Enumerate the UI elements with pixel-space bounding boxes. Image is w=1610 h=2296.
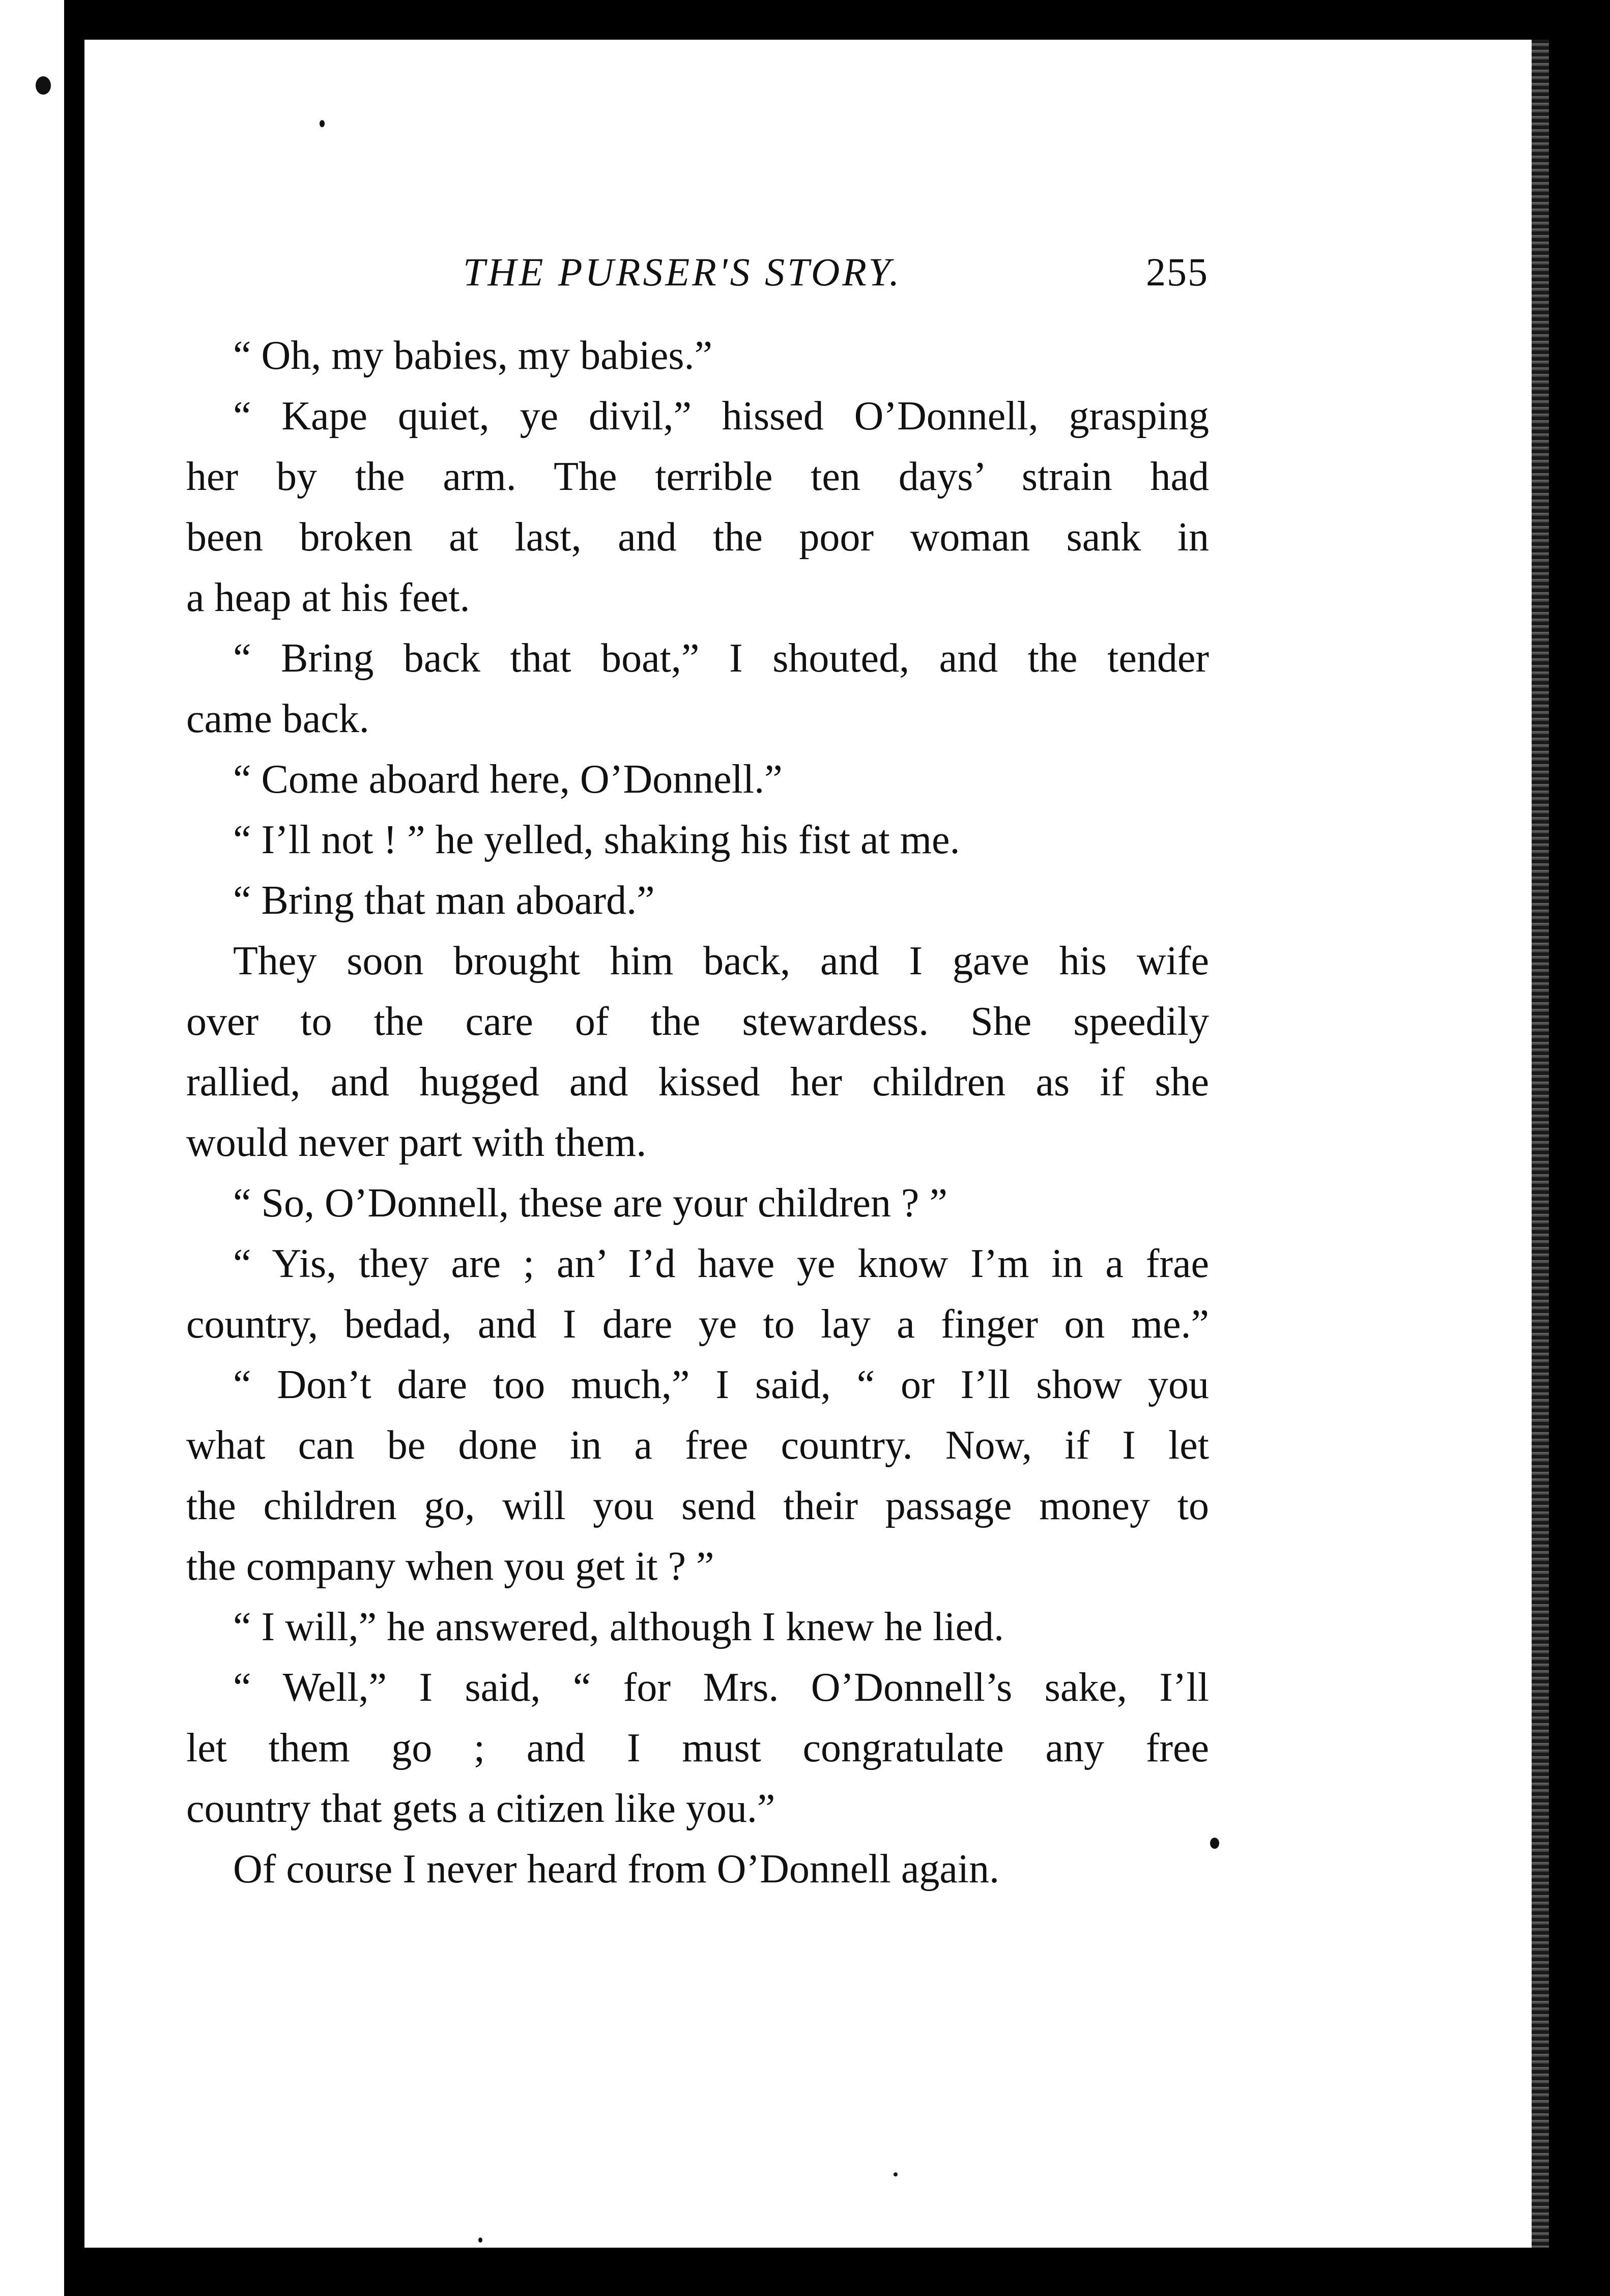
text-line: “ Yis, they are ; an’ I’d have ye know I’m in a frae <box>233 1241 1209 1286</box>
text-line: “ I will,” he answered, although I knew he lied. <box>233 1605 1004 1649</box>
scan-speck <box>1210 1838 1219 1849</box>
text-line: what can be done in a free country. Now, if I let <box>186 1423 1209 1468</box>
binding-shadow <box>64 0 84 2296</box>
text-line: “ Don’t dare too much,” I said, “ or I’ll show you <box>233 1362 1209 1407</box>
text-line: would never part with them. <box>186 1120 647 1165</box>
text-line: a heap at his feet. <box>186 575 470 620</box>
scan-speck <box>36 76 51 95</box>
text-line: the children go, will you send their passage money to <box>186 1484 1209 1528</box>
text-line: country that gets a citizen like you.” <box>186 1786 775 1831</box>
text-line: let them go ; and I must congratulate any free <box>186 1726 1209 1770</box>
scan-speck <box>894 2172 898 2176</box>
text-line: “ So, O’Donnell, these are your children ? ” <box>233 1181 947 1226</box>
page-number: 255 <box>1146 250 1209 294</box>
scan-speck <box>478 2237 482 2243</box>
body-text <box>186 326 1209 1900</box>
running-head: THE PURSER'S STORY. <box>463 250 902 294</box>
scan-speck <box>320 120 325 127</box>
text-line: “ I’ll not ! ” he yelled, shaking his fist at me. <box>233 818 960 862</box>
text-line: “ Bring back that boat,” I shouted, and the tender <box>233 636 1209 681</box>
text-line: “ Bring that man aboard.” <box>233 878 655 923</box>
text-line: They soon brought him back, and I gave his wife <box>233 939 1209 983</box>
text-line: rallied, and hugged and kissed her children as if she <box>186 1060 1209 1105</box>
text-line: her by the arm. The terrible ten days’ strain had <box>186 454 1209 499</box>
text-line: the company when you get it ? ” <box>186 1544 714 1589</box>
page-right-edge <box>1532 40 1549 2248</box>
text-line: over to the care of the stewardess. She speedily <box>186 999 1209 1044</box>
text-line: country, bedad, and I dare ye to lay a finger on me.” <box>186 1302 1209 1347</box>
text-line: Of course I never heard from O’Donnell again. <box>233 1847 1000 1892</box>
text-line: “ Oh, my babies, my babies.” <box>233 333 712 378</box>
text-line: been broken at last, and the poor woman sank in <box>186 515 1209 560</box>
text-line: “ Come aboard here, O’Donnell.” <box>233 757 783 802</box>
text-line: “ Well,” I said, “ for Mrs. O’Donnell’s sake, I’ll <box>233 1665 1209 1710</box>
page-header <box>188 249 1209 305</box>
text-line: came back. <box>186 696 369 741</box>
text-line: “ Kape quiet, ye divil,” hissed O’Donnell, grasping <box>233 394 1209 439</box>
